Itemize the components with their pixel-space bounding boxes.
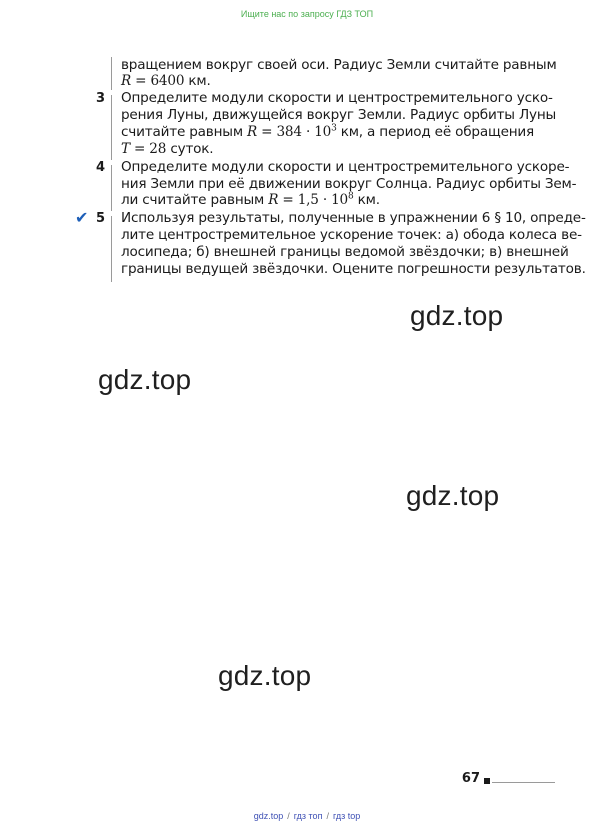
- exercise-4-line-2: ния Земли при её движении вокруг Солнца. Радиус орбиты Зем-: [121, 176, 577, 192]
- exercise-3-line-1: Определите модули скорости и центростремительного уско-: [121, 90, 553, 106]
- continuation-line-1: вращением вокруг своей оси. Радиус Земли считайте равным: [121, 57, 557, 73]
- exercise-5-line-1: Используя результаты, полученные в упражнении 6 § 10, опреде-: [121, 210, 586, 226]
- exercise-number-5: 5: [95, 211, 105, 226]
- math-value: = 1,5 · 10: [278, 192, 349, 208]
- page-number: 67: [461, 771, 480, 786]
- math-value: = 6400: [131, 73, 185, 89]
- exercise-4-line-3: [121, 192, 556, 209]
- exercise-3-line-3: [121, 124, 556, 141]
- watermark: gdz.top: [98, 364, 192, 395]
- math-value: = 28: [129, 141, 167, 157]
- math-value: = 384 · 10: [257, 124, 332, 140]
- exercise-5-line-3: лосипеда; б) внешней границы ведомой звёздочки; в) внешней: [121, 244, 569, 260]
- footer-link[interactable]: гдз top: [332, 811, 361, 821]
- text-span: км, а период её обращения: [336, 124, 535, 140]
- math-variable: T: [121, 141, 130, 157]
- watermark: gdz.top: [410, 300, 504, 331]
- page-rule: [492, 782, 555, 783]
- margin-rule: [111, 95, 112, 160]
- exercise-5-line-2: лите центростремительное ускорение точек: а) обода колеса ве-: [121, 227, 582, 243]
- footer-links: [0, 811, 614, 821]
- exercise-text: [0, 57, 614, 287]
- math-variable: R: [121, 73, 132, 89]
- margin-rule: [111, 165, 112, 211]
- footer-link[interactable]: gdz.top: [253, 811, 284, 821]
- footer-separator: /: [326, 811, 329, 821]
- math-variable: R: [247, 124, 258, 140]
- exercise-3-line-2: рения Луны, движущейся вокруг Земли. Радиус орбиты Луны: [121, 107, 557, 123]
- watermark: gdz.top: [406, 480, 500, 511]
- exercise-number-4: 4: [95, 160, 105, 175]
- exercise-4-line-1: Определите модули скорости и центростремительного ускоре-: [121, 159, 570, 175]
- exercise-number-3: 3: [95, 91, 105, 106]
- margin-rule: [111, 57, 112, 90]
- math-variable: R: [268, 192, 279, 208]
- check-mark-icon: ✔: [75, 208, 89, 227]
- math-exponent: 3: [331, 123, 337, 134]
- text-span: суток.: [166, 141, 214, 157]
- footer-link[interactable]: гдз топ: [293, 811, 323, 821]
- text-span: км.: [353, 192, 380, 208]
- margin-rule: [111, 216, 112, 282]
- math-exponent: 8: [348, 191, 354, 202]
- top-banner[interactable]: Ищите нас по запросу ГДЗ ТОП: [240, 9, 374, 19]
- unit-text: км.: [184, 73, 211, 89]
- text-span: ли считайте равным: [121, 192, 269, 208]
- text-span: считайте равным: [121, 124, 247, 140]
- exercise-3-line-4: [121, 141, 556, 158]
- footer-separator: /: [287, 811, 290, 821]
- watermark: gdz.top: [218, 660, 312, 691]
- page-marker: [484, 778, 490, 784]
- continuation-line-2: [121, 73, 556, 90]
- exercise-5-line-4: границы ведущей звёздочки. Оцените погрешности результатов.: [121, 261, 586, 277]
